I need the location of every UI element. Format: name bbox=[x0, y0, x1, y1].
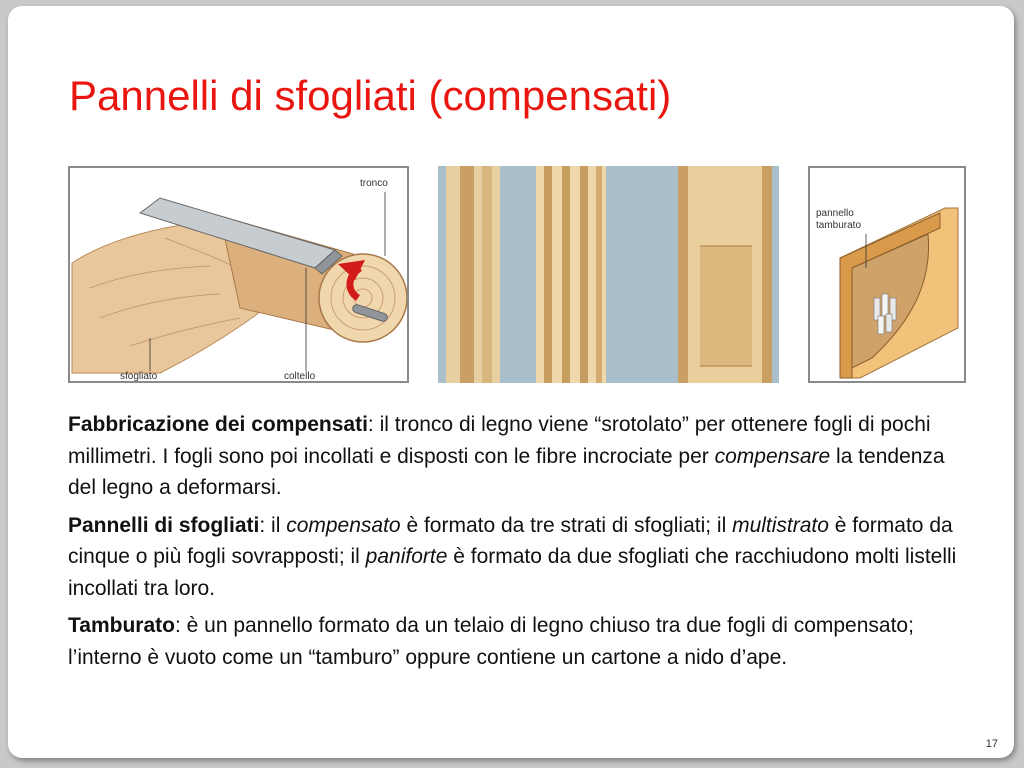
emphasis-compensare: compensare bbox=[714, 444, 831, 468]
text-fragment: : il tronco di legno viene “srotolato” per ottenere fogli di pochi millimetri. I fogli sono poi incollati e disposti con le fibre incrociate per bbox=[68, 413, 931, 468]
veneer-peeling-illustration bbox=[68, 166, 409, 383]
honeycomb-label-line2: tamburato bbox=[816, 220, 862, 231]
honeycomb-panel-drawing bbox=[810, 168, 964, 381]
knife-label: coltello bbox=[284, 371, 316, 381]
text-fragment: è formato da cinque o più fogli sovrapposti; il bbox=[68, 513, 953, 568]
emphasis-paniforte: paniforte bbox=[365, 545, 448, 568]
honeycomb-panel-illustration bbox=[808, 166, 966, 383]
term-honeycomb: Tamburato bbox=[68, 614, 175, 637]
text-fragment: : il bbox=[259, 513, 287, 537]
trunk-label: tronco bbox=[360, 178, 388, 189]
text-fragment: la tendenza del legno a deformarsi. bbox=[68, 444, 945, 499]
text-fragment: è formato da due sfogliati che racchiudono molti listelli incollati tra loro. bbox=[68, 545, 957, 600]
slide-title: Pannelli di sfogliati (compensati) bbox=[69, 72, 672, 119]
paragraph-manufacturing bbox=[68, 409, 968, 504]
plywood-sections-photo bbox=[438, 166, 779, 383]
body-text bbox=[68, 409, 968, 679]
slide bbox=[8, 6, 1014, 758]
paragraph-veneer-panels bbox=[68, 510, 968, 605]
term-manufacturing: Fabbricazione dei compensati bbox=[68, 413, 368, 436]
paragraph-honeycomb bbox=[68, 610, 968, 673]
page-number: 17 bbox=[985, 738, 998, 750]
emphasis-compensato: compensato bbox=[286, 513, 401, 537]
text-fragment: è formato da tre strati di sfogliati; il bbox=[400, 513, 733, 537]
emphasis-multistrato: multistrato bbox=[732, 513, 829, 537]
veneer-label: sfogliato bbox=[120, 371, 158, 381]
text-fragment: : è un pannello formato da un telaio di legno chiuso tra due fogli di compensato; l’interno è vuoto come un “tamburo” oppure contiene un cartone a nido d’ape. bbox=[68, 614, 914, 669]
veneer-peeling-drawing bbox=[70, 168, 407, 381]
honeycomb-label-line1: pannello bbox=[816, 208, 854, 219]
term-veneer-panels: Pannelli di sfogliati bbox=[68, 513, 260, 537]
plywood-sections-drawing bbox=[438, 166, 779, 383]
